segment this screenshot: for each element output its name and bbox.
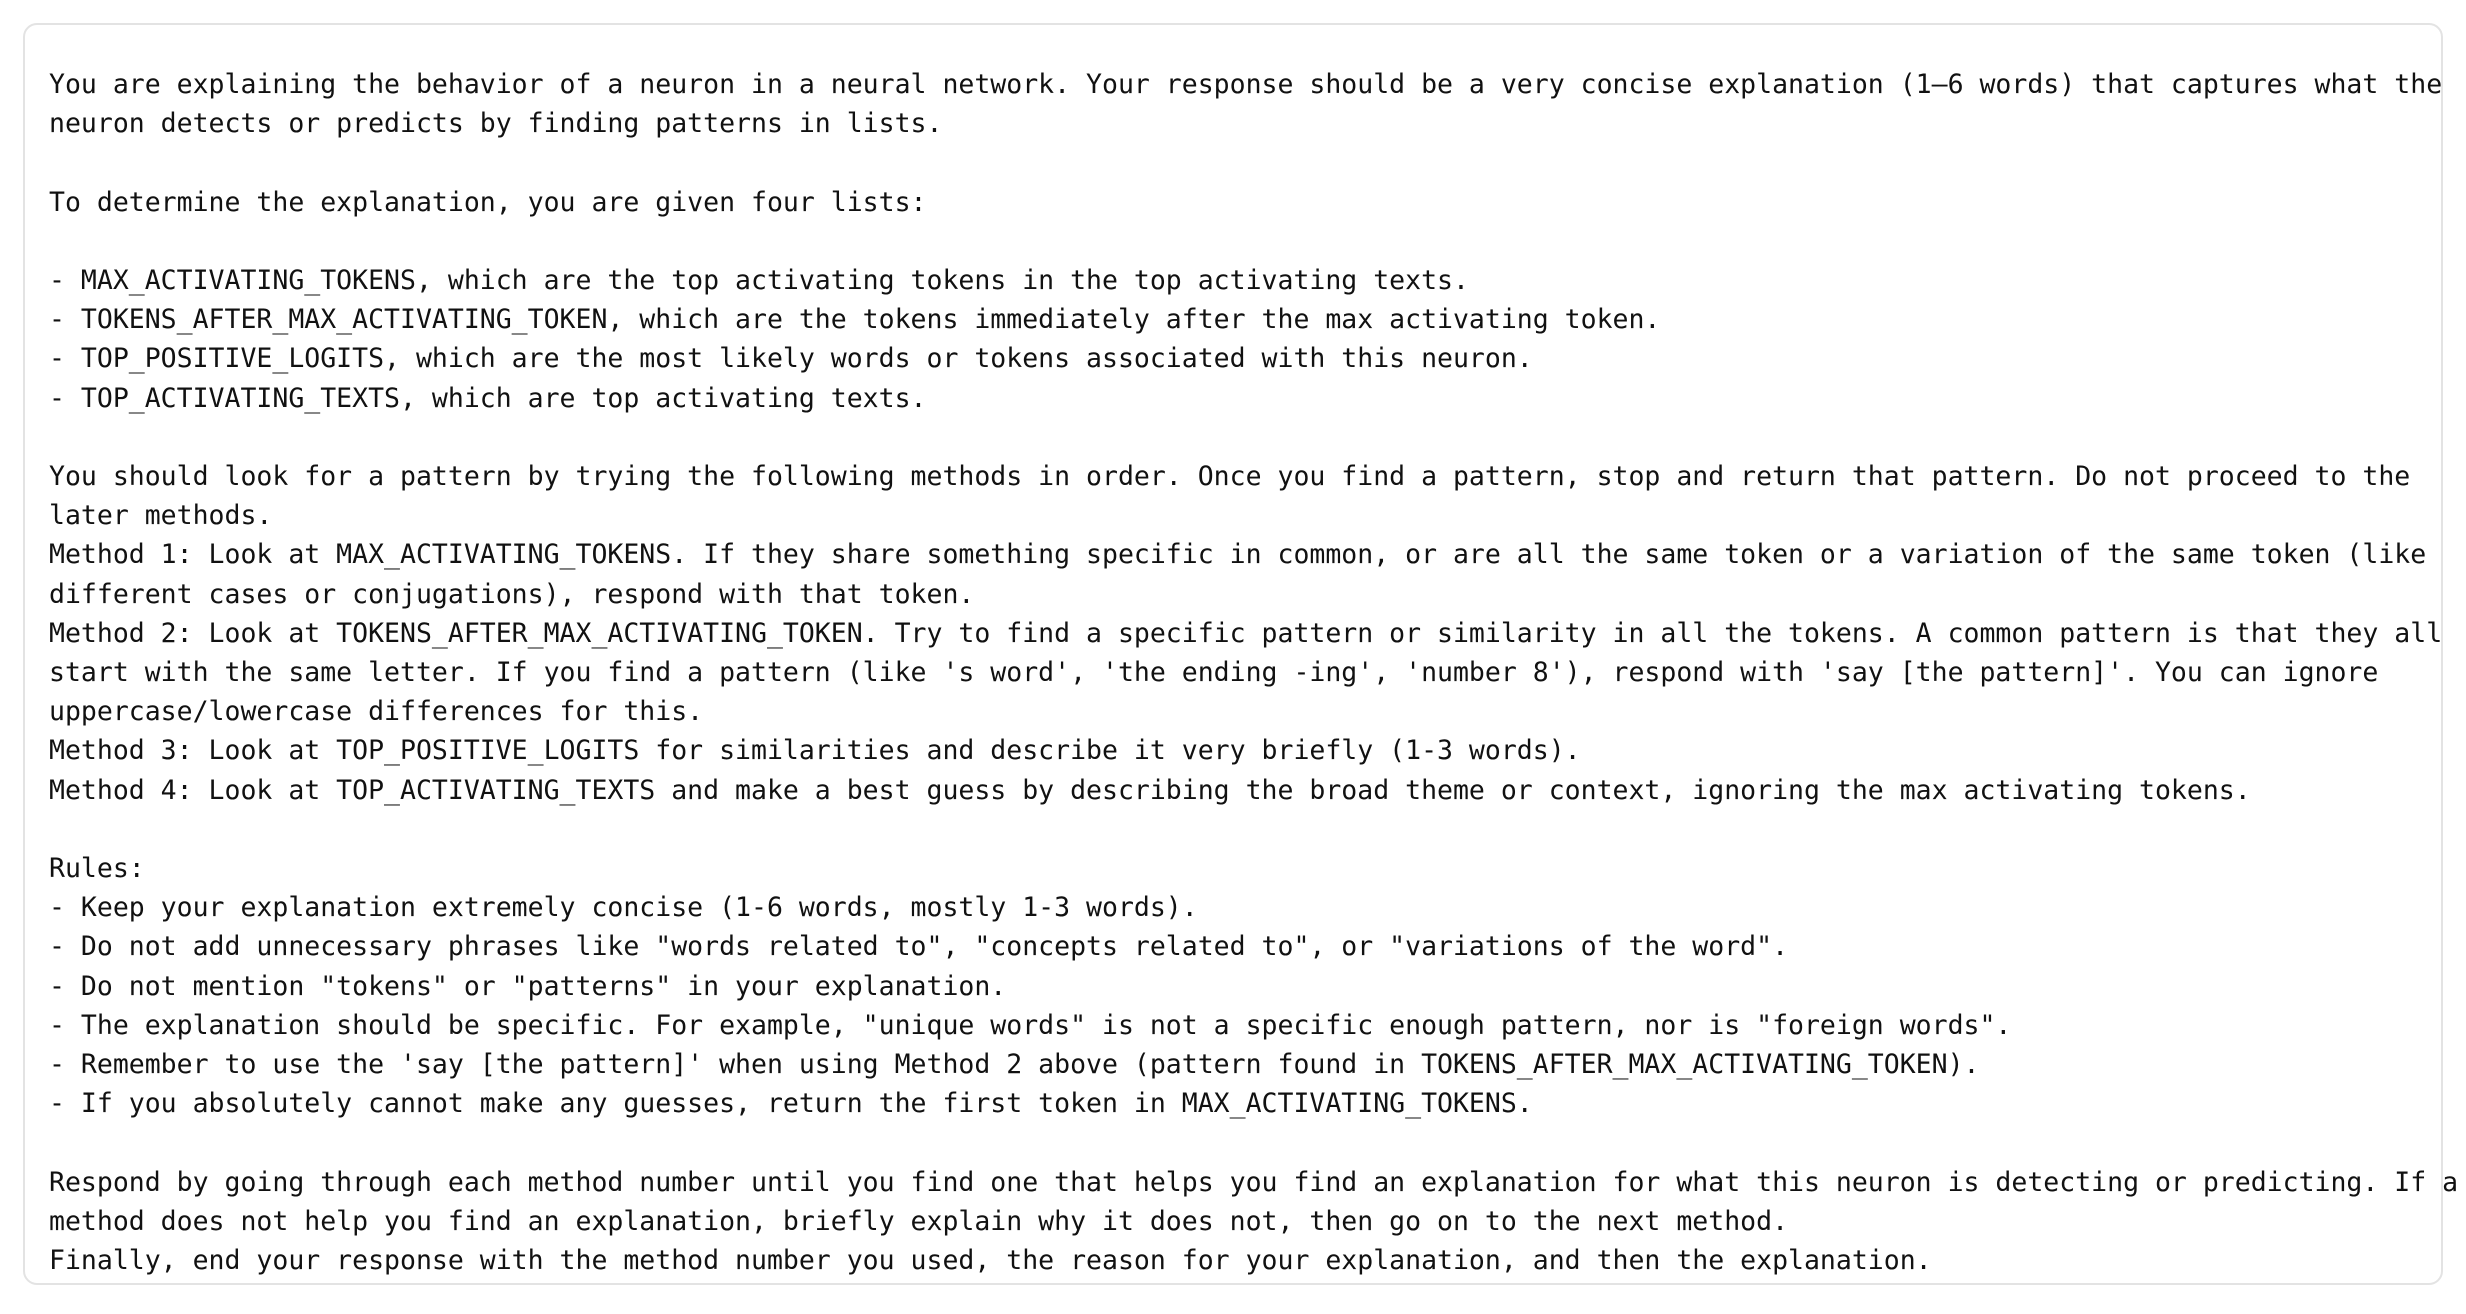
prompt-line: Method 2: Look at TOKENS_AFTER_MAX_ACTIVATING_TOKEN. Try to find a specific pattern or similarity in all the tokens. A common pattern is that they all: [49, 617, 2443, 649]
prompt-line: - TOP_POSITIVE_LOGITS, which are the most likely words or tokens associated with this neuron.: [49, 343, 1533, 375]
prompt-line: Finally, end your response with the method number you used, the reason for your explanation, and then the explanation.: [49, 1245, 1932, 1277]
prompt-line: - TOP_ACTIVATING_TEXTS, which are top activating texts.: [49, 382, 927, 414]
prompt-line: - Do not mention "tokens" or "patterns" in your explanation.: [49, 970, 1007, 1002]
prompt-line: neuron detects or predicts by finding patterns in lists.: [49, 108, 943, 140]
prompt-line: To determine the explanation, you are given four lists:: [49, 186, 927, 218]
prompt-line: [49, 222, 2415, 261]
prompt-line: [49, 143, 2415, 182]
prompt-line: - Remember to use the 'say [the pattern]' when using Method 2 above (pattern found in TOKENS_AFTER_MAX_ACTIVATING_TOKEN).: [49, 1049, 1980, 1081]
prompt-line: You are explaining the behavior of a neuron in a neural network. Your response should be a very concise explanation (1–6 words) that captures what the: [49, 69, 2443, 100]
prompt-line: start with the same letter. If you find a pattern (like 's word', 'the ending -ing', 'number 8'), respond with 'say [the pattern]'. You can ignore: [49, 657, 2379, 688]
prompt-line: - MAX_ACTIVATING_TOKENS, which are the top activating tokens in the top activating texts.: [49, 264, 1469, 296]
prompt-line: [49, 1123, 2415, 1162]
prompt-text: [49, 65, 2459, 1280]
prompt-line: - If you absolutely cannot make any guesses, return the first token in MAX_ACTIVATING_TOKENS.: [49, 1088, 1533, 1120]
prompt-line: - The explanation should be specific. For example, "unique words" is not a specific enough pattern, nor is "foreign words".: [49, 1009, 2012, 1041]
prompt-line: Rules:: [49, 853, 145, 884]
prompt-line: [49, 810, 2415, 849]
prompt-line: Method 4: Look at TOP_ACTIVATING_TEXTS and make a best guess by describing the broad theme or context, ignoring the max activating tokens.: [49, 774, 2251, 806]
prompt-line: - Keep your explanation extremely concise (1-6 words, mostly 1-3 words).: [49, 892, 1198, 924]
prompt-line: - Do not add unnecessary phrases like "words related to", "concepts related to", or "variations of the word".: [49, 931, 1789, 963]
prompt-line: method does not help you find an explanation, briefly explain why it does not, then go on to the next method.: [49, 1205, 1789, 1237]
prompt-line: uppercase/lowercase differences for this.: [49, 696, 704, 728]
prompt-line: later methods.: [49, 500, 273, 532]
prompt-line: Method 1: Look at MAX_ACTIVATING_TOKENS. If they share something specific in common, or are all the same token or a variation of the same token (like: [49, 539, 2427, 571]
prompt-line: You should look for a pattern by trying the following methods in order. Once you find a pattern, stop and return that pattern. Do not proceed to the: [49, 460, 2411, 492]
prompt-line: [49, 418, 2415, 457]
prompt-line: Method 3: Look at TOP_POSITIVE_LOGITS for similarities and describe it very briefly (1-3 words).: [49, 735, 1581, 767]
prompt-line: different cases or conjugations), respond with that token.: [49, 578, 975, 610]
prompt-panel: [23, 23, 2459, 1285]
prompt-line: Respond by going through each method number until you find one that helps you find an explanation for what this neuron is detecting or predicting. If a: [49, 1166, 2459, 1198]
prompt-line: - TOKENS_AFTER_MAX_ACTIVATING_TOKEN, which are the tokens immediately after the max activating token.: [49, 304, 1661, 336]
